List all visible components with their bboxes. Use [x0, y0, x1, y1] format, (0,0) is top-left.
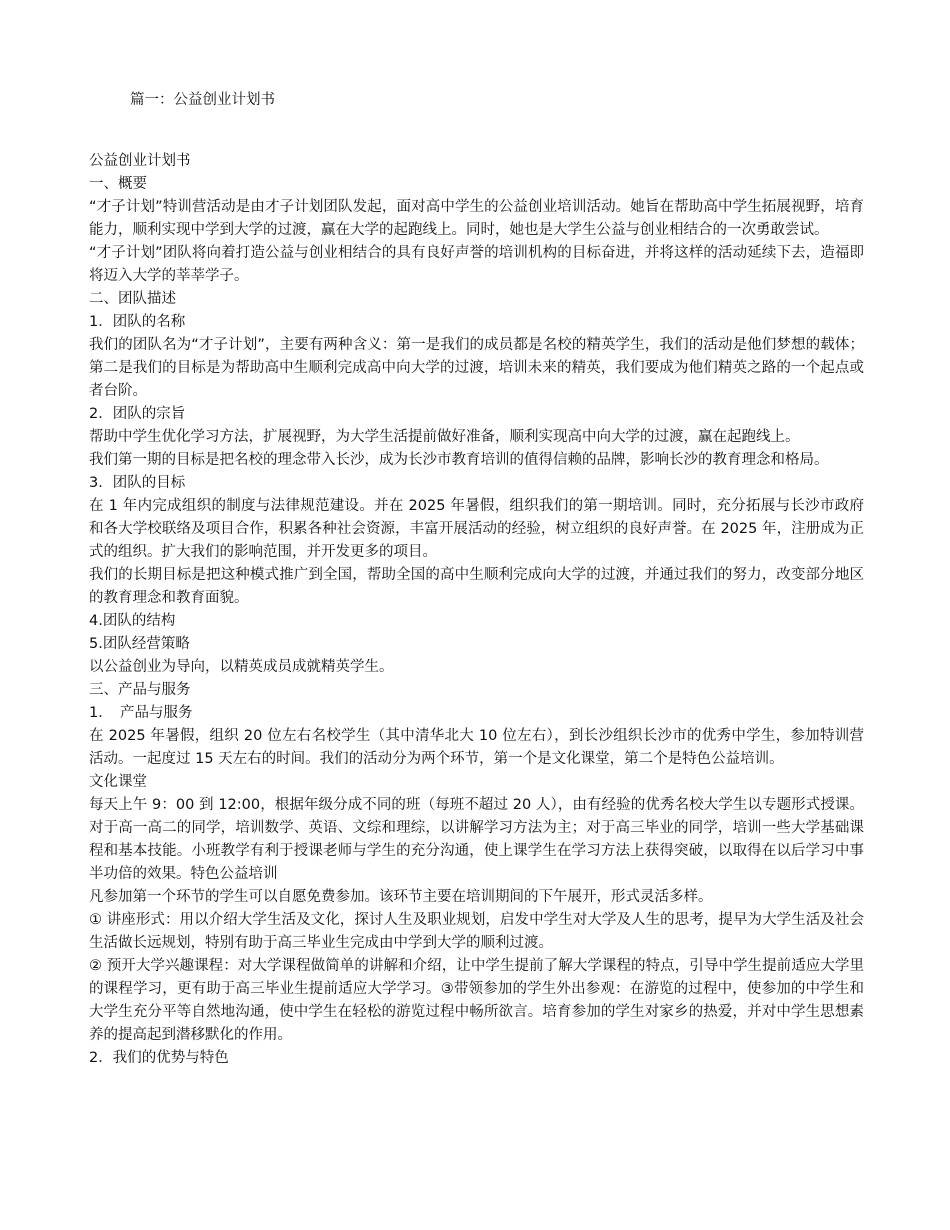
plan-heading: 公益创业计划书	[89, 153, 191, 169]
culture-class-paragraph: 每天上午 9：00 到 12:00，根据年级分成不同的班（每班不超过 20 人），由有经验的优秀名校大学生以专题形式授课。对于高一高二的同学，培训数学、英语、文综和理综，以讲解学习方法为主；对于高三毕业的同学，培训一些大学基础课程和基本技能。小班教学有利于授课老师与学生的充分沟通，使上课学生在学习方法上获得突破，以取得在以后学习中事半功倍的效果。特色公益培训	[89, 797, 864, 882]
section-heading-team: 二、团队描述	[89, 291, 176, 307]
section-heading-overview: 一、概要	[89, 176, 147, 192]
subheading-advantages: 2．我们的优势与特色	[89, 1050, 229, 1066]
team-goals-paragraph: 在 1 年内完成组织的制度与法律规范建设。并在 2025 年暑假，组织我们的第一期培训。同时，充分拓展与长沙市政府和各大学校联络及项目合作，积累各种社会资源，丰富开展活动的经验，树立组织的良好声誉。在 2025 年，注册成为正式的组织。扩大我们的影响范围，并开发更多的项目。	[89, 498, 864, 560]
subheading-team-strategy: 5.团队经营策略	[89, 636, 190, 652]
team-purpose-paragraph: 我们第一期的目标是把名校的理念带入长沙，成为长沙市教育培训的值得信赖的品牌，影响长沙的教育理念和格局。	[89, 452, 829, 468]
section-heading-products: 三、产品与服务	[89, 682, 191, 698]
document-body	[89, 150, 864, 1070]
document-title: 篇一：公益创业计划书	[130, 92, 275, 108]
lecture-item: ① 讲座形式：用以介绍大学生活及文化，探讨人生及职业规划，启发中学生对大学及人生的思考，提早为大学生活及社会生活做长远规划，特别有助于高三毕业生完成由中学到大学的顺利过渡。	[89, 912, 864, 951]
subheading-products-services: 1． 产品与服务	[89, 705, 193, 721]
team-strategy-paragraph: 以公益创业为导向，以精英成员成就精英学生。	[89, 659, 394, 675]
subheading-team-name: 1．团队的名称	[89, 314, 186, 330]
team-name-paragraph: 我们的团队名为“才子计划”，主要有两种含义：第一是我们的成员都是名校的精英学生，我们的活动是他们梦想的载体；第二是我们的目标是为帮助高中生顺利完成高中向大学的过渡，培训未来的精英，我们要成为他们精英之路的一个起点或者台阶。	[89, 337, 864, 399]
subheading-culture-class: 文化课堂	[89, 774, 147, 790]
subheading-team-purpose: 2．团队的宗旨	[89, 406, 186, 422]
charity-training-paragraph: 凡参加第一个环节的学生可以自愿免费参加。该环节主要在培训期间的下午展开，形式灵活多样。	[89, 889, 713, 905]
subheading-team-goals: 3．团队的目标	[89, 475, 186, 491]
courses-item: ② 预开大学兴趣课程：对大学课程做简单的讲解和介绍，让中学生提前了解大学课程的特点，引导中学生提前适应大学里的课程学习，更有助于高三毕业生提前适应大学学习。③带领参加的学生外出参观：在游览的过程中，使参加的中学生和大学生充分平等自然地沟通，使中学生在轻松的游览过程中畅所欲言。培育参加的学生对家乡的热爱，并对中学生思想素养的提高起到潜移默化的作用。	[89, 958, 864, 1043]
team-goals-paragraph: 我们的长期目标是把这种模式推广到全国，帮助全国的高中生顺利完成向大学的过渡，并通过我们的努力，改变部分地区的教育理念和教育面貌。	[89, 567, 864, 606]
products-paragraph: 在 2025 年暑假，组织 20 位左右名校学生（其中清华北大 10 位左右），到长沙组织长沙市的优秀中学生，参加特训营活动。一起度过 15 天左右的时间。我们的活动分为两个环节，第一个是文化课堂，第二个是特色公益培训。	[89, 728, 864, 767]
team-purpose-paragraph: 帮助中学生优化学习方法，扩展视野，为大学生活提前做好准备，顺利实现高中向大学的过渡，赢在起跑线上。	[89, 429, 800, 445]
overview-paragraph: “才子计划”团队将向着打造公益与创业相结合的具有良好声誉的培训机构的目标奋进，并将这样的活动延续下去，造福即将迈入大学的莘莘学子。	[89, 245, 864, 284]
subheading-team-structure: 4.团队的结构	[89, 613, 176, 629]
overview-paragraph: “才子计划”特训营活动是由才子计划团队发起，面对高中学生的公益创业培训活动。她旨在帮助高中学生拓展视野，培育能力，顺利实现中学到大学的过渡，赢在大学的起跑线上。同时，她也是大学生公益与创业相结合的一次勇敢尝试。	[89, 199, 864, 238]
